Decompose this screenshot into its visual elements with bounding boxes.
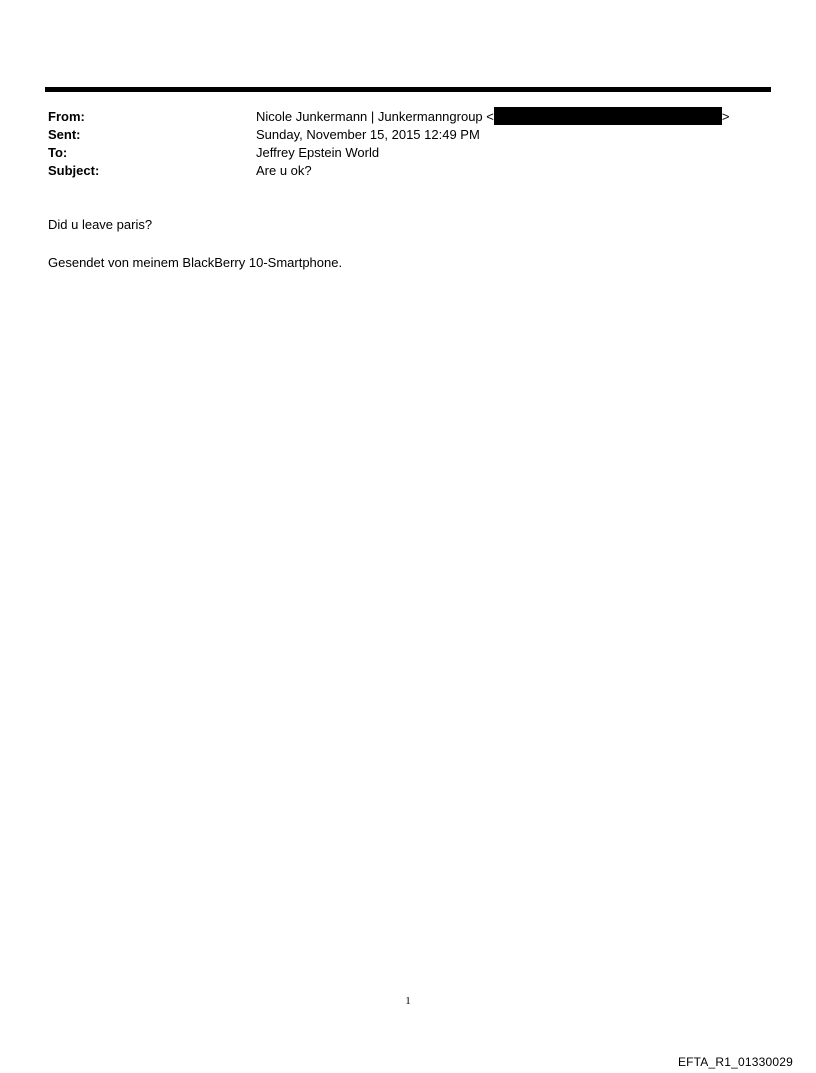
to-value: Jeffrey Epstein World — [256, 145, 380, 160]
header-to — [48, 144, 768, 162]
header-sent — [48, 126, 768, 144]
header-from — [48, 108, 768, 126]
from-suffix: > — [721, 109, 730, 124]
from-value — [256, 108, 729, 126]
subject-label: Subject: — [48, 163, 100, 178]
email-signature: Gesendet von meinem BlackBerry 10-Smartphone. — [48, 255, 343, 270]
header-subject — [48, 162, 768, 180]
to-label: To: — [48, 145, 68, 160]
header-divider — [45, 87, 771, 92]
page-number: 1 — [405, 995, 411, 1007]
document-id: EFTA_R1_01330029 — [677, 1055, 793, 1069]
from-label: From: — [48, 109, 85, 124]
email-body-line: Did u leave paris? — [48, 217, 153, 232]
sent-label: Sent: — [48, 127, 81, 142]
redaction-block — [494, 107, 722, 125]
sent-value: Sunday, November 15, 2015 12:49 PM — [256, 127, 480, 142]
subject-value: Are u ok? — [256, 163, 312, 178]
from-sender: Nicole Junkermann | Junkermanngroup < — [256, 109, 494, 124]
